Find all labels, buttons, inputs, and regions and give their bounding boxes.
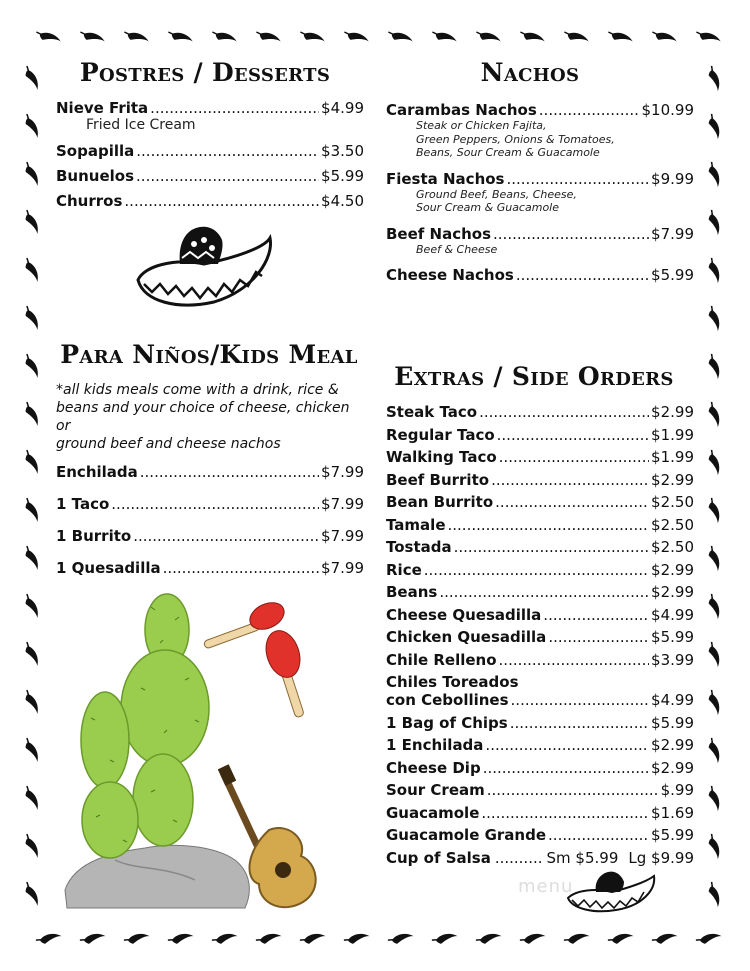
item-price-small: Sm $5.99 [546,848,619,867]
item-name: Enchilada [56,463,138,481]
chili-pepper-icon [22,161,42,188]
menu-item [386,759,694,777]
chili-pepper-icon [22,449,42,476]
extras-section [386,362,694,867]
item-name: 1 Taco [56,495,110,513]
menu-item [386,101,694,119]
item-price: $7.99 [321,559,364,577]
item-name: Sour Cream [386,781,485,799]
chili-pepper-icon [22,881,42,908]
menu-item [386,266,694,284]
kids-meal-note-line: ground beef and cheese nachos [56,436,281,452]
item-price: $4.99 [651,691,694,709]
item-name: 1 Bag of Chips [386,713,508,732]
chili-pepper-icon [255,30,282,45]
item-name: Chiles Toreados [386,673,519,691]
menu-item [386,426,694,444]
item-name: Regular Taco [386,425,495,444]
menu-item [56,142,364,160]
item-description: Green Peppers, Onions & Tomatoes, [416,132,615,146]
extras-list [386,403,694,867]
chili-pepper-icon [299,30,326,45]
menu-item [386,781,694,799]
item-name-line [386,691,694,709]
cactus-maracas-guitar-illustration [55,590,355,915]
chili-pepper-icon [706,833,723,860]
chili-pepper-icon [519,30,546,45]
item-price: $2.99 [651,403,694,421]
chili-pepper-icon [706,161,723,188]
item-price: $1.99 [651,425,694,444]
chili-pepper-icon [706,209,723,236]
chili-pepper-icon [706,497,723,524]
item-price: $2.50 [651,515,694,534]
menu-item [56,99,364,117]
item-description: Sour Cream & Guacamole [416,201,559,214]
menu-item [386,628,694,646]
item-name: 1 Quesadilla [56,559,161,577]
chili-pepper-icon [22,113,42,140]
chili-pepper-icon [22,641,42,668]
chili-pepper-icon [706,785,723,812]
menu-item [386,583,694,601]
item-name: con Cebollines [386,691,509,709]
item-name: Nieve Frita [56,99,149,117]
item-price: $4.99 [321,99,364,117]
item-description: Fried Ice Cream [86,117,196,133]
menu-item [386,673,694,709]
chili-pepper-icon [22,209,42,236]
menu-item [386,561,694,579]
item-price: $9.99 [651,169,694,188]
kids-meal-section [56,340,364,577]
item-name: Steak Taco [386,403,478,421]
menu-item [386,170,694,188]
item-name: Bean Burrito [386,493,494,511]
menu-item [386,736,694,754]
menu-item: Cup of Salsa .......... Sm $5.99 Lg $9.99 [386,848,694,867]
chili-pepper-icon [706,113,723,140]
chili-pepper-icon [706,737,723,764]
item-name: Beans [386,583,438,601]
item-price: $7.99 [321,527,364,545]
kids-meal-note-line: beans and your choice of cheese, chicken or [56,400,350,434]
item-price: $10.99 [641,101,694,119]
sombrero-illustration [134,218,274,310]
chili-pepper-icon [475,931,502,946]
item-name: Rice [386,560,422,579]
menu-item [56,167,364,185]
menu-item-multiline [386,673,694,709]
item-name: Cheese Quesadilla [386,605,542,624]
desserts-section [56,58,364,210]
menu-item [386,516,694,534]
menu-item [386,651,694,669]
chili-pepper-icon [695,931,722,946]
chili-pepper-icon [607,931,634,946]
item-price: $7.99 [321,463,364,481]
item-name: Walking Taco [386,448,497,466]
menu-item [386,714,694,732]
chili-pepper-icon [22,65,42,92]
item-name: Chicken Quesadilla [386,628,547,646]
chili-pepper-icon [431,931,458,946]
item-name: Cheese Dip [386,758,481,777]
item-name: Beef Nachos [386,224,492,243]
chili-pepper-icon [706,641,723,668]
item-price: $4.99 [651,605,694,624]
chili-pepper-icon [255,931,282,946]
menu-item [56,463,364,481]
chili-pepper-icon [706,65,723,92]
menu-item [386,448,694,466]
extras-title: Extras / Side Orders [394,362,674,391]
chili-pepper-icon [695,30,722,45]
item-price: $5.99 [651,713,694,732]
nachos-title: Nachos [480,58,580,87]
chili-pepper-icon [167,931,194,946]
chili-pepper-icon [35,931,62,946]
item-name: Bunuelos [56,167,135,185]
chili-pepper-icon [706,305,723,332]
chili-pepper-icon [22,833,42,860]
chili-pepper-icon [607,30,634,45]
menu-item [386,403,694,421]
item-price: $2.99 [651,758,694,777]
desserts-title: Postres / Desserts [79,58,331,87]
item-name: Cheese Nachos [386,266,514,284]
chili-pepper-icon [22,785,42,812]
item-price: $4.50 [321,192,364,210]
item-name: Guacamole [386,803,480,822]
item-price: $1.99 [651,448,694,466]
item-price: $2.99 [651,560,694,579]
chili-pepper-icon [22,593,42,620]
menu-item [386,804,694,822]
item-name-line [386,673,694,691]
item-name: Beef Burrito [386,470,490,489]
item-name: Cup of Salsa [386,848,491,867]
item-price: $5.99 [651,628,694,646]
item-description: Ground Beef, Beans, Cheese, [416,187,577,201]
chili-pepper-icon [431,30,458,45]
item-description: Beans, Sour Cream & Guacamole [416,146,600,159]
chili-pepper-icon [22,497,42,524]
chili-pepper-icon [211,931,238,946]
chili-pepper-icon [651,931,678,946]
chili-pepper-icon [22,689,42,716]
item-name: Guacamole Grande [386,826,547,844]
chili-pepper-icon [167,30,194,45]
chili-pepper-icon [706,449,723,476]
chili-pepper-icon [706,689,723,716]
chili-pepper-icon [343,931,370,946]
menu-item [56,192,364,210]
chili-pepper-icon [706,881,723,908]
item-name: Tostada [386,538,452,556]
menu-item [56,527,364,545]
item-name: 1 Enchilada [386,736,484,754]
item-price: $7.99 [321,495,364,513]
chili-pepper-icon [22,545,42,572]
kids-meal-note-line: *all kids meals come with a drink, rice & [56,382,339,398]
menu-item [386,493,694,511]
item-price: $2.50 [651,493,694,511]
chili-pepper-icon [706,353,723,380]
chili-pepper-icon [299,931,326,946]
chili-pepper-icon [706,545,723,572]
menu-item [386,471,694,489]
item-price: $1.69 [651,803,694,822]
chili-pepper-icon [706,401,723,428]
chili-pepper-icon [22,305,42,332]
chili-pepper-icon [22,737,42,764]
menu-item [386,606,694,624]
item-name: Tamale [386,515,446,534]
chili-pepper-icon [519,931,546,946]
menu-item [386,826,694,844]
chili-pepper-icon [211,30,238,45]
chili-pepper-icon [79,30,106,45]
item-price: $2.99 [651,583,694,601]
chili-pepper-icon [563,931,590,946]
nachos-section [386,58,694,284]
chili-pepper-icon [123,30,150,45]
item-name: Churros [56,192,123,210]
chili-pepper-icon [387,30,414,45]
chili-pepper-icon [123,931,150,946]
chili-pepper-icon [22,401,42,428]
chili-pepper-icon [35,30,62,45]
menu-item [56,495,364,513]
item-price-large: Lg $9.99 [628,848,694,867]
chili-pepper-icon [706,257,723,284]
item-price: $5.99 [651,826,694,844]
menu-item [56,559,364,577]
chili-pepper-icon [22,257,42,284]
menu-item [386,538,694,556]
chili-pepper-icon [563,30,590,45]
small-sombrero-icon [566,868,656,914]
chili-pepper-icon [387,931,414,946]
item-price: $2.50 [651,538,694,556]
menu-item [386,225,694,243]
chili-pepper-icon [475,30,502,45]
item-name: Carambas Nachos [386,101,537,119]
item-description: Steak or Chicken Fajita, [416,119,547,132]
item-name: Fiesta Nachos [386,169,505,188]
chili-pepper-icon [79,931,106,946]
item-price: $5.99 [651,266,694,284]
watermark-text: menu [518,876,574,897]
chili-pepper-icon [651,30,678,45]
item-name: 1 Burrito [56,527,132,545]
item-name: Chile Relleno [386,650,497,669]
item-price: $5.99 [321,167,364,185]
item-price: $2.99 [651,736,694,754]
chili-pepper-icon [343,30,370,45]
item-price: $3.50 [321,142,364,160]
item-name: Sopapilla [56,142,135,160]
chili-pepper-icon [22,353,42,380]
item-price: $2.99 [651,470,694,489]
item-price: $3.99 [651,650,694,669]
chili-pepper-icon [706,593,723,620]
item-price: $7.99 [651,224,694,243]
kids-meal-title: Para Niños/Kids Meal [60,340,358,369]
item-description: Beef & Cheese [416,242,498,256]
item-price: $.99 [660,781,694,799]
